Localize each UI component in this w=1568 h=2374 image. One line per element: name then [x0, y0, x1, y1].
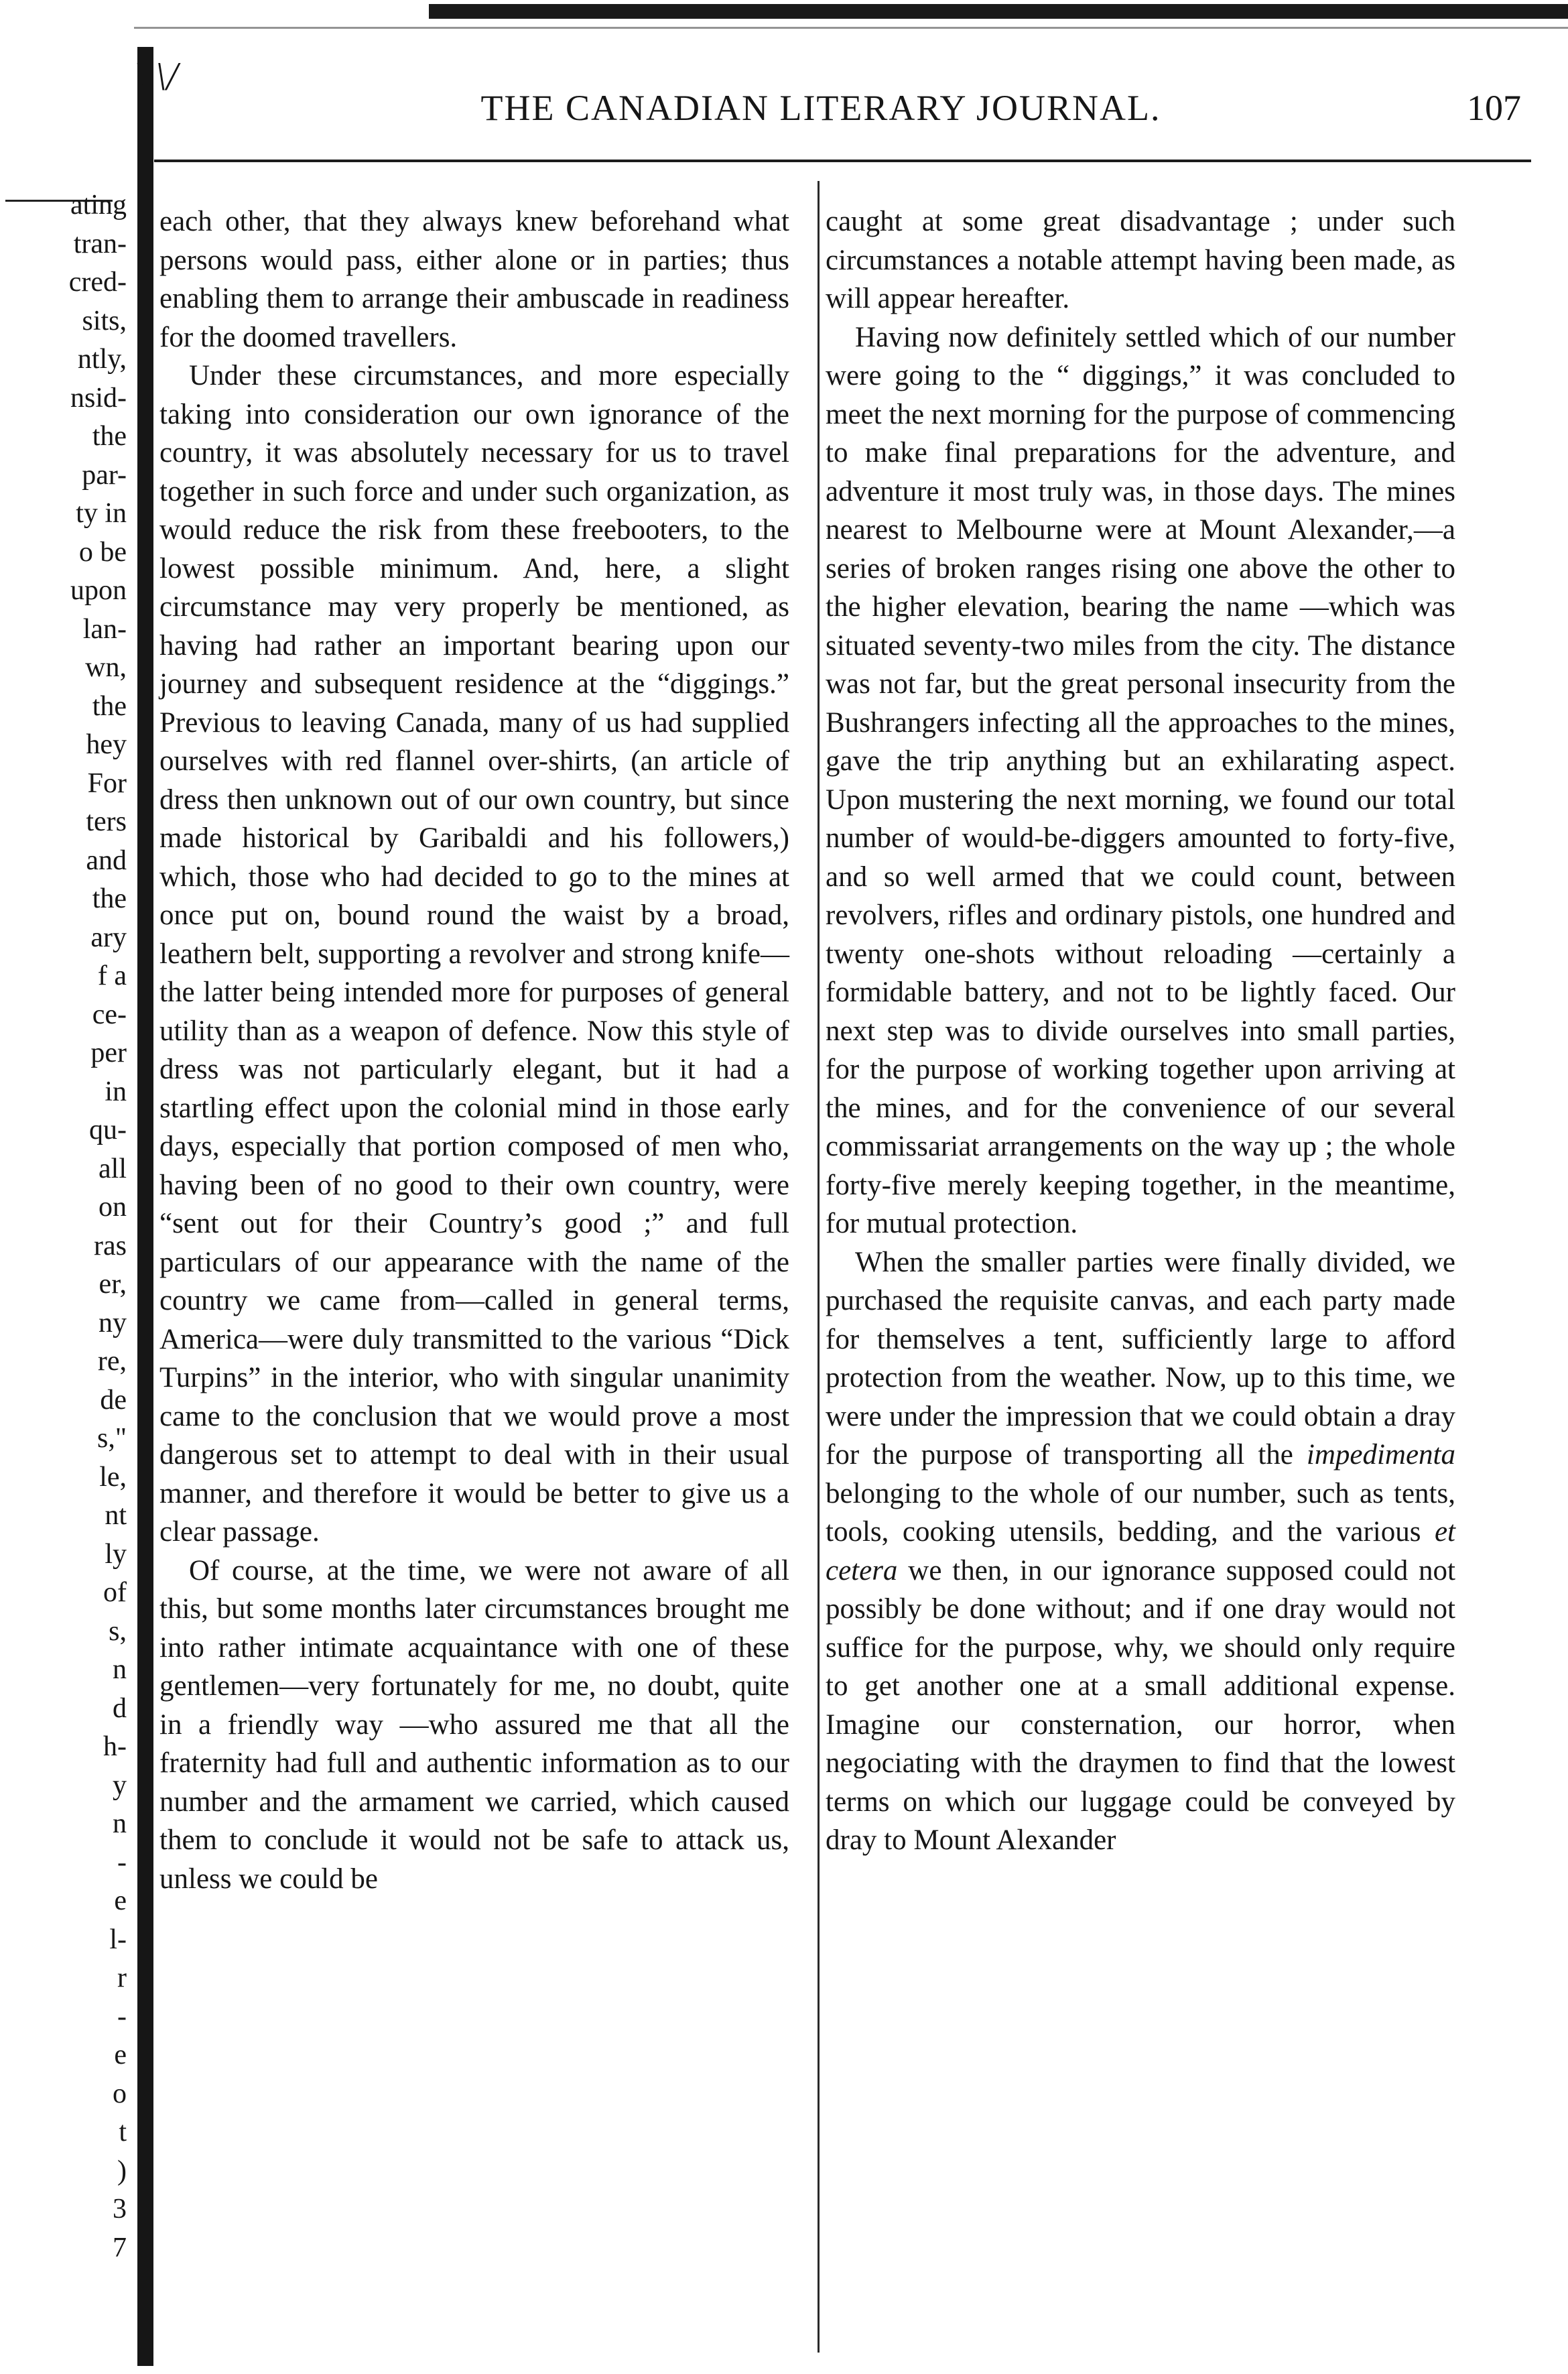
header-rule — [154, 160, 1531, 162]
margin-fragment: de — [100, 1384, 127, 1416]
margin-fragment: n — [113, 1808, 127, 1839]
margin-fragment: the — [92, 883, 127, 914]
margin-fragment: nsid- — [70, 382, 127, 414]
paragraph: Having now definitely settled which of our number were going to the “ diggings,” it was concluded to meet the next morning for the purpose of commencing to make final preparations for the adventure, and adventure it most truly was, in those days. The mines nearest to Melbourne were at Mount Alexander,—a series of broken ranges rising one above the other to the higher elevation, bearing the name —which was situated seventy-two miles from the city. The distance was not far, but the great personal insecurity from the Bushrangers infecting all the approaches to the mines, gave the trip anything but an exhilarating aspect. Upon mustering the next morning, we found our total number of would-be-diggers amounted to forty-five, and so well armed that we could count, between revolvers, rifles and ordinary pistols, one hundred and twenty one-shots without reloading —certainly a formidable battery, and not to be lightly faced. Our next step was to divide ourselves into small parties, for the purpose of working together upon arriving at the mines, and for the convenience of our several commissariat arrangements on the way up ; the whole forty-five merely keeping together, in the meantime, for mutual protection. — [826, 321, 1455, 1239]
margin-fragment: ters — [86, 806, 127, 837]
binding-gutter — [137, 47, 153, 2366]
margin-fragment: nt — [105, 1500, 127, 1531]
margin-fragment: sits, — [82, 305, 127, 336]
paragraph: Of course, at the time, we were not aware of all this, but some months later circumstances brought me into rather intimate acquaintance with one of these gentlemen—very fortunately for me, no doubt, quite in a friendly way —who assured me that all the fraternity had full and authentic information as to our number and the armament we carried, which caused them to conclude it would not be safe to attack us, unless we could be — [159, 1554, 789, 1895]
margin-fragment: 7 — [113, 2232, 127, 2263]
margin-fragment: o — [113, 2078, 127, 2109]
margin-fragment: of — [103, 1577, 127, 1608]
margin-fragment: e — [114, 1885, 127, 1916]
paragraph: each other, that they always knew beforehand what persons would pass, either alone or in parties; thus enabling them to arrange their ambuscade in readiness for the doomed travellers. — [159, 206, 789, 353]
margin-fragment: l- — [109, 1924, 127, 1955]
paragraph: caught at some great disadvantage ; under such circumstances a notable attempt having been made, as will appear hereafter. — [826, 206, 1455, 314]
margin-fragment: ras — [94, 1230, 127, 1261]
margin-fragment: s, — [109, 1615, 127, 1647]
margin-fragment: wn, — [85, 652, 127, 683]
margin-fragment: d — [113, 1692, 127, 1724]
margin-fragment: the — [92, 690, 127, 722]
top-border-bar — [429, 4, 1568, 19]
margin-fragment: ny — [99, 1307, 127, 1338]
margin-fragment: cred- — [68, 267, 127, 298]
margin-fragment: r — [117, 1962, 127, 1993]
margin-fragment: par- — [82, 459, 127, 491]
margin-fragment: the — [92, 421, 127, 452]
margin-fragment: qu- — [89, 1115, 127, 1145]
margin-fragment: - — [117, 2001, 127, 2032]
margin-fragment: per — [90, 1038, 127, 1068]
margin-fragment: e — [114, 2040, 127, 2070]
margin-fragment: and — [86, 845, 127, 876]
margin-fragment: tran- — [73, 228, 127, 259]
margin-fragment: ntly, — [77, 344, 127, 375]
left-column — [159, 202, 789, 1898]
page-number: 107 — [1467, 88, 1521, 128]
margin-fragment: 3 — [113, 2194, 127, 2225]
margin-fragment: in — [105, 1076, 127, 1107]
running-head: THE CANADIAN LITERARY JOURNAL. — [480, 88, 1161, 128]
header-mark: \ \/ — [134, 54, 178, 99]
margin-fragment: y — [113, 1769, 127, 1801]
margin-fragment: n — [113, 1654, 127, 1685]
margin-fragment: re, — [97, 1346, 127, 1377]
margin-fragment: ary — [90, 922, 127, 953]
margin-fragment: le, — [99, 1461, 127, 1493]
paragraph: When the smaller parties were finally divided, we purchased the requisite canvas, and each party made for themselves a tent, sufficiently large to afford protection from the weather. Now, up to this time, we were under the impression that we could obtain a dray for the purpose of transporting all the impedimenta belonging to the whole of our number, such as tents, tools, cooking utensils, bedding, and the various et cetera we then, in our ignorance supposed could not possibly be done without; and if one dray would not suffice for the purpose, why, we should only require to get another one at a small additional expense. Imagine our consternation, our horror, when negociating with the draymen to find that the lowest terms on which our luggage could be conveyed by dray to Mount Alexander — [826, 1246, 1455, 1856]
previous-page-margin — [0, 191, 131, 2336]
column-divider — [818, 181, 820, 2353]
margin-fragment: f a — [97, 960, 127, 991]
margin-fragment: ty in — [76, 498, 127, 529]
paragraph: Under these circumstances, and more especially taking into consideration our own ignorance of the country, it was absolutely necessary for us to travel together in such force and under such organization, as would reduce the risk from these freebooters, to the lowest possible minimum. And, here, a slight circumstance may very properly be mentioned, as having had rather an important bearing upon our journey and subsequent residence at the “diggings.” Previous to leaving Canada, many of us had supplied ourselves with red flannel over-shirts, (an article of dress then unknown out of our own country, but since made historical by Garibaldi and his followers,) which, those who had decided to go to the mines at once put on, bound round the waist by a broad, leathern belt, supporting a revolver and strong knife—the latter being intended more for purposes of general utility than as a weapon of defence. Now this style of dress was not particularly elegant, but it had a startling effect upon the colonial mind in those early days, especially that portion composed of men who, having been of no good to their own country, were “sent out for their Country’s good ;” and full particulars of our appearance with the name of the country we came from—called in general terms, America—were duly transmitted to the various “Dick Turpins” in the interior, who with singular unanimity came to the conclusion that we would prove a most dangerous set to attempt to deal with in their usual manner, and therefore it would be better to give us a clear passage. — [159, 360, 789, 1548]
margin-fragment: ) — [117, 2155, 127, 2186]
margin-fragment: on — [99, 1192, 127, 1223]
margin-fragment: o be — [78, 536, 127, 568]
margin-fragment: For — [87, 767, 127, 799]
margin-fragment: er, — [99, 1269, 127, 1300]
margin-fragment: lan- — [82, 613, 127, 645]
margin-fragment: upon — [70, 575, 127, 606]
margin-fragment: ce- — [92, 999, 127, 1030]
margin-fragment: ly — [105, 1538, 127, 1570]
italic-term: impedimenta — [1306, 1439, 1455, 1471]
margin-fragment: ating — [70, 190, 127, 221]
margin-fragment: - — [117, 1847, 127, 1878]
right-column — [826, 202, 1455, 1860]
margin-fragment: all — [99, 1153, 127, 1184]
top-thin-rule — [134, 27, 1568, 29]
italic-term: et cetera — [826, 1516, 1455, 1586]
margin-fragment: h- — [103, 1731, 127, 1762]
margin-fragment: t — [119, 2117, 127, 2147]
margin-fragment: s," — [97, 1423, 127, 1454]
margin-fragment: hey — [86, 729, 127, 760]
